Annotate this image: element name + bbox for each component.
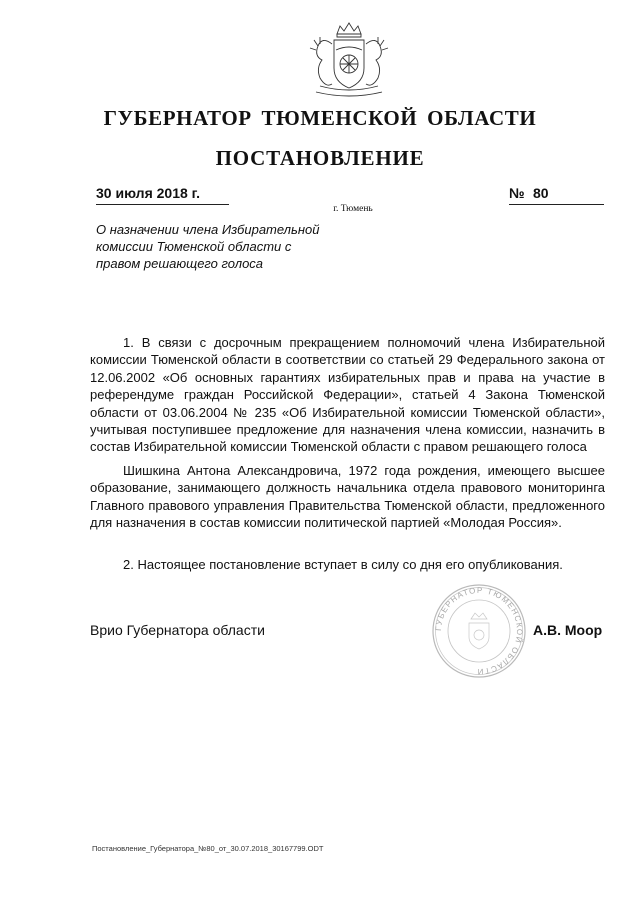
paragraph-text: Шишкина Антона Александровича, 1972 года рождения, имеющего высшее образование, занимающего должность начальника отдела правового мониторинга Главного правового управления Правительства Тюменской области, предложенного для назначения в состав комиссии политической партией «Молодая Россия». <box>90 463 605 531</box>
signatory-position: Врио Губернатора области <box>90 622 265 638</box>
coat-of-arms-emblem <box>304 20 394 102</box>
body-paragraph-1 <box>90 334 605 456</box>
file-name-footer: Постановление_Губернатора_№80_от_30.07.2018_30167799.ODT <box>92 844 324 853</box>
body-paragraph-2 <box>90 462 605 532</box>
issuer-title: ГУБЕРНАТОР ТЮМЕНСКОЙ ОБЛАСТИ <box>103 106 537 130</box>
paragraph-text: 1. В связи с досрочным прекращением полномочий члена Избирательной комиссии Тюменской области в соответствии со статьей 29 Федерального закона от 12.06.2002 «Об основных гарантиях избирательных прав и права на участие в референдуме граждан Российской Федерации», статьей 4 Закона Тюменской области от 03.06.2004 № 235 «Об Избирательной комиссии Тюменской области», учитывая поступившее предложение для назначения члена комиссии, назначить в состав Избирательной комиссии Тюменской области с правом решающего голоса <box>90 335 605 455</box>
document-type-heading: ПОСТАНОВЛЕНИЕ <box>215 146 425 170</box>
paragraph-text: 2. Настоящее постановление вступает в силу со дня его опубликования. <box>123 557 563 572</box>
issue-place: г. Тюмень <box>333 204 373 214</box>
seal-text: ГУБЕРНАТОР ТЮМЕНСКОЙ ОБЛАСТИ <box>433 585 525 677</box>
document-subject: О назначении члена Избирательной комиссии Тюменской области с правом решающего голоса <box>96 222 320 271</box>
number-sign-label: № <box>509 185 525 201</box>
signatory-name: А.В. Моор <box>533 622 603 638</box>
official-seal-stamp <box>431 583 527 679</box>
svg-text:ГУБЕРНАТОР ТЮМЕНСКОЙ ОБЛАСТИ <box>434 586 524 676</box>
document-number: 80 <box>533 185 549 201</box>
body-paragraph-3 <box>90 556 605 573</box>
document-date: 30 июля 2018 г. <box>96 185 229 205</box>
document-number-field <box>509 185 604 205</box>
